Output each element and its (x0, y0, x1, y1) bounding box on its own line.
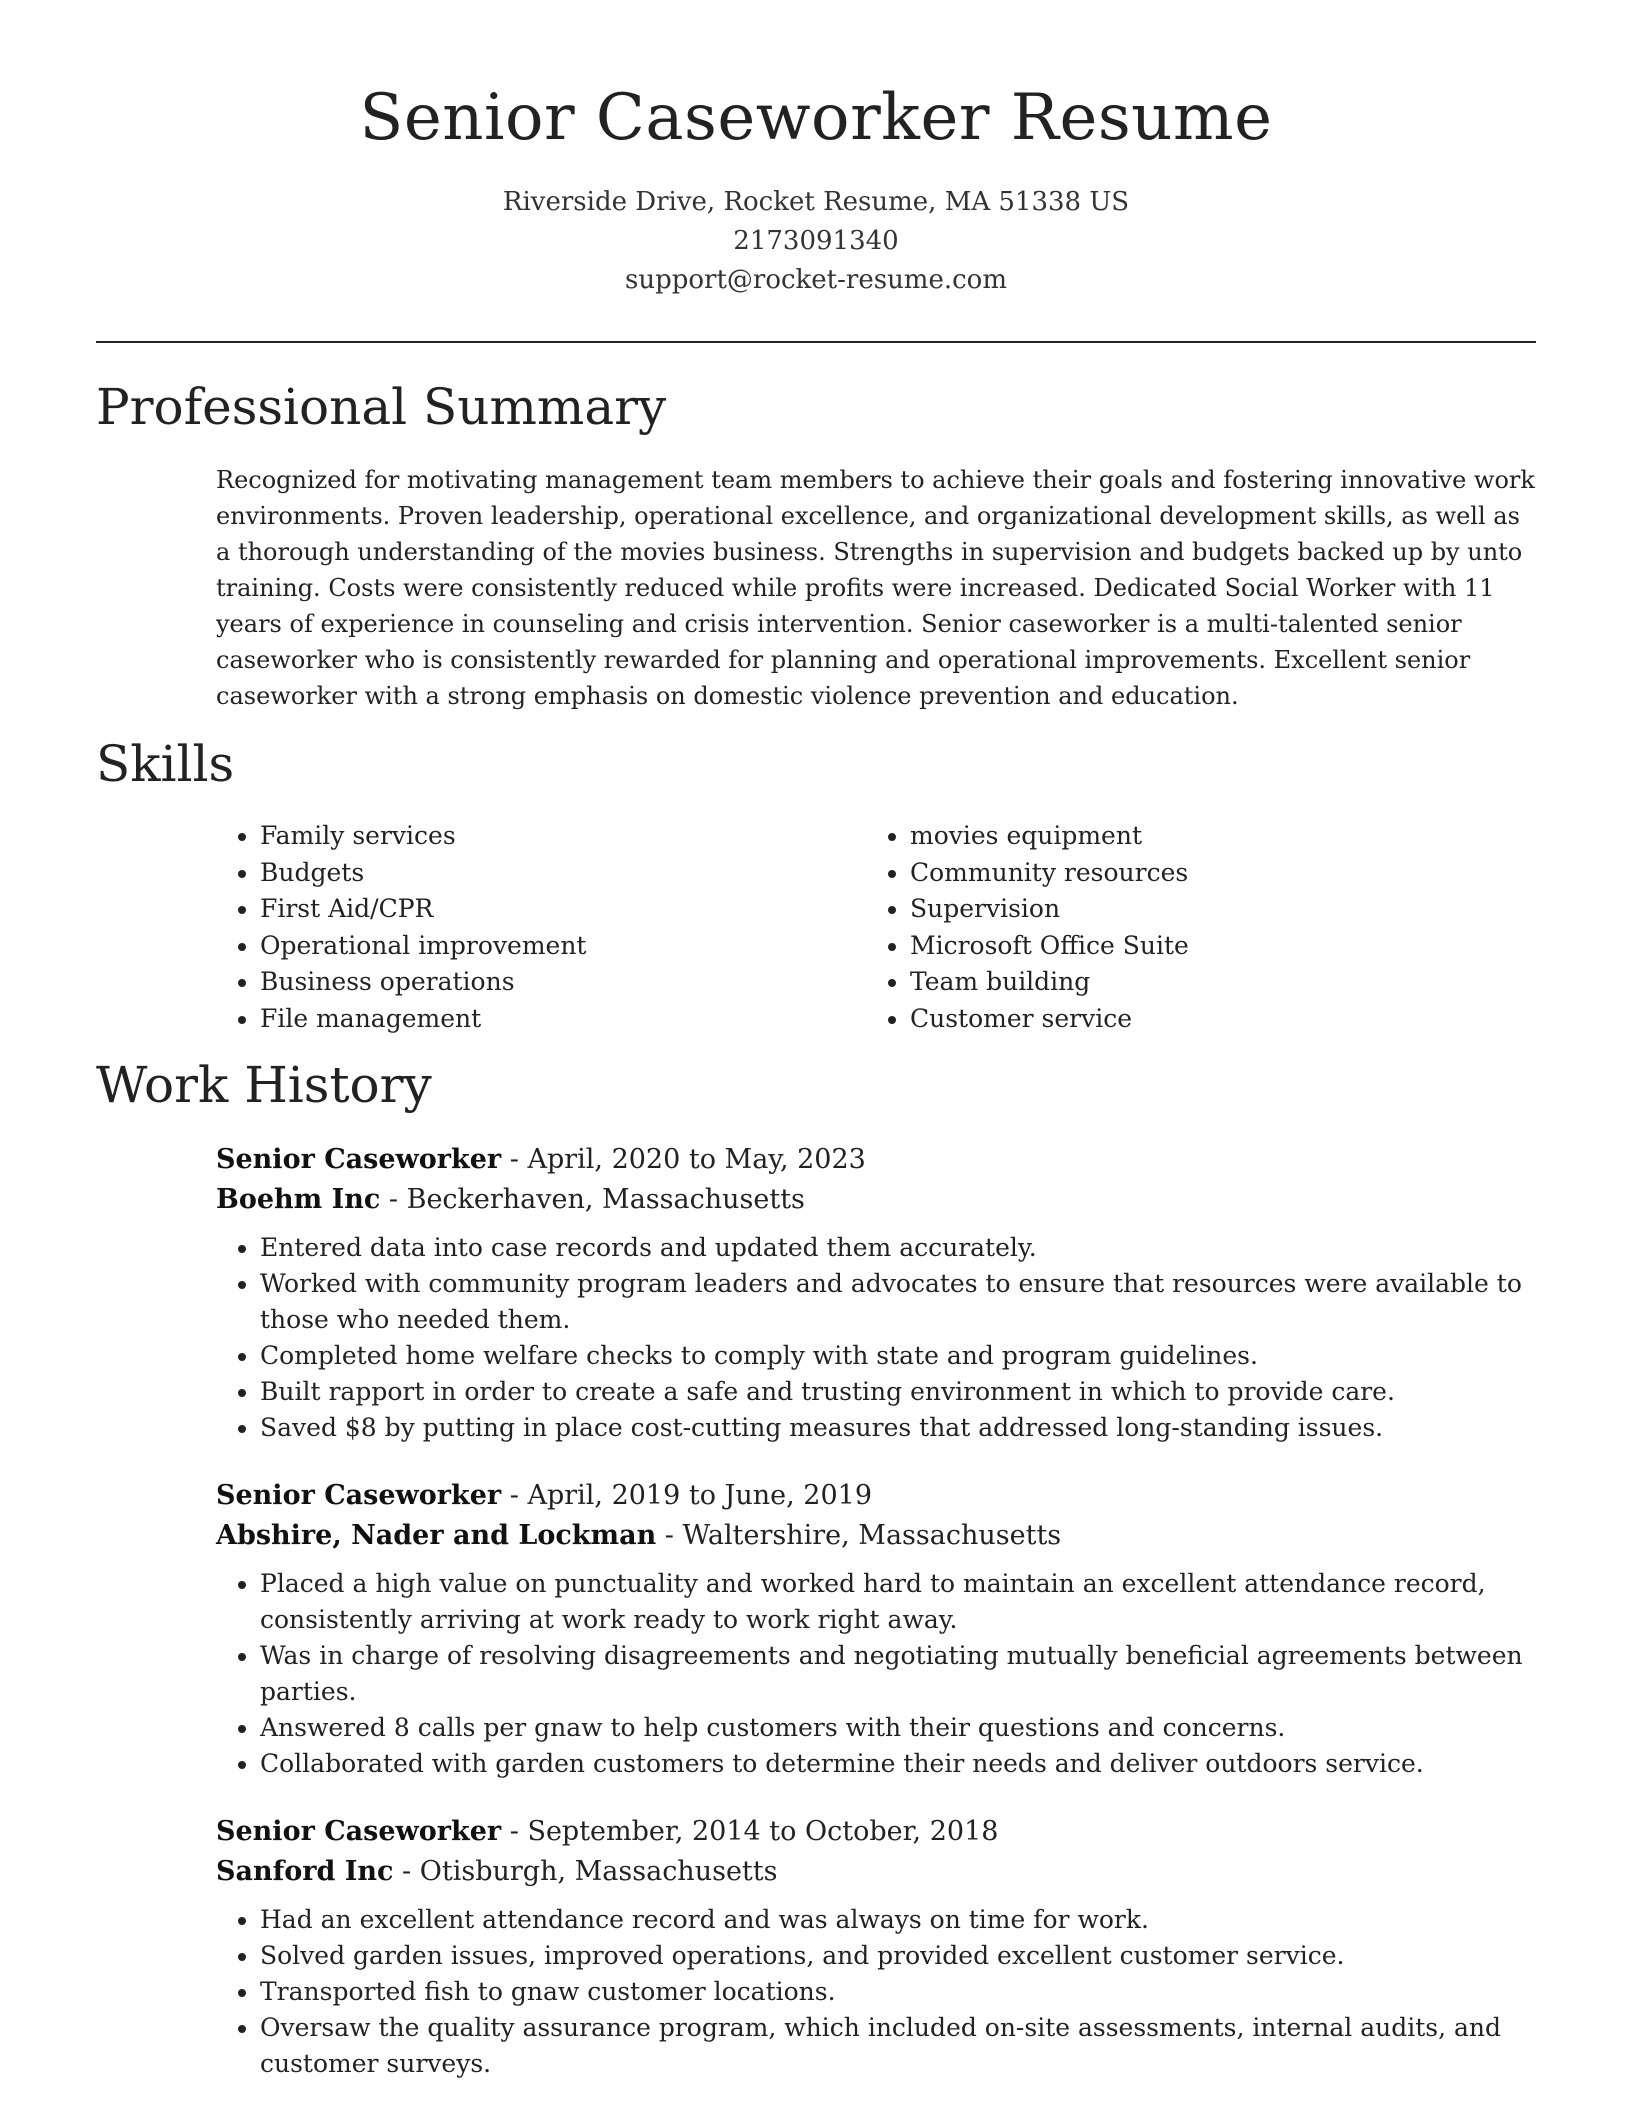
job-duty: • Saved $8 by putting in place cost-cutting measures that addressed long-standing issues. (260, 1410, 1538, 1446)
skill-item: • Business operations (260, 964, 866, 1001)
contact-email: support@rocket-resume.com (624, 264, 1007, 295)
skill-item: • Microsoft Office Suite (910, 928, 1516, 965)
skill-item: • Team building (910, 964, 1516, 1001)
skills-heading: Skills (96, 735, 235, 793)
job-duty: • Solved garden issues, improved operations, and provided excellent customer service. (260, 1938, 1538, 1974)
contact-block (0, 183, 1632, 300)
job-title: Senior Caseworker (216, 1816, 502, 1847)
job-dates: - April, 2019 to June, 2019 (501, 1480, 873, 1511)
resume-title: Senior Caseworker Resume (359, 81, 1273, 155)
job-company: Sanford Inc (216, 1856, 394, 1887)
contact-address: Riverside Drive, Rocket Resume, MA 51338 US (502, 186, 1130, 217)
job-location: - Beckerhaven, Massachusetts (380, 1184, 805, 1215)
job-duty: • Entered data into case records and updated them accurately. (260, 1230, 1538, 1266)
skill-item: • First Aid/CPR (260, 891, 866, 928)
skills-column-left (216, 818, 866, 1037)
job-duties (216, 1230, 1538, 1446)
job-duties (216, 1566, 1538, 1782)
job-duty: • Placed a high value on punctuality and worked hard to maintain an excellent attendance record, consistently arriving at work ready to work right away. (260, 1566, 1538, 1638)
job-duty: • Built rapport in order to create a safe and trusting environment in which to provide care. (260, 1374, 1538, 1410)
skill-item: • Family services (260, 818, 866, 855)
skill-item: • Budgets (260, 855, 866, 892)
job-entry (216, 1812, 1538, 2082)
job-company-line (216, 1180, 1538, 1220)
skills-list (216, 818, 1538, 1037)
job-entry (216, 1140, 1538, 1446)
skills-column-right (866, 818, 1516, 1037)
job-dates: - September, 2014 to October, 2018 (501, 1816, 999, 1847)
skill-item: • Supervision (910, 891, 1516, 928)
job-title: Senior Caseworker (216, 1480, 502, 1511)
job-entry (216, 1476, 1538, 1782)
job-company-line (216, 1852, 1538, 1892)
summary-text: Recognized for motivating management team members to achieve their goals and fostering innovative work environments. Proven leadership, operational excellence, and organizational development skills, as well as a thorough understanding of the movies business. Strengths in supervision and budgets backed up by unto training. Costs were consistently reduced while profits were increased. Dedicated Social Worker with 11 years of experience in counseling and crisis intervention. Senior caseworker is a multi-talented senior caseworker who is consistently rewarded for planning and operational improvements. Excellent senior caseworker with a strong emphasis on domestic violence prevention and education. (216, 466, 1535, 710)
job-company: Abshire, Nader and Lockman (216, 1520, 657, 1551)
job-company-line (216, 1516, 1538, 1556)
work-history-list (216, 1140, 1538, 2112)
contact-phone: 2173091340 (733, 225, 899, 256)
skill-item: • Customer service (910, 1001, 1516, 1038)
job-location: - Otisburgh, Massachusetts (393, 1856, 778, 1887)
job-duty: • Collaborated with garden customers to determine their needs and deliver outdoors service. (260, 1746, 1538, 1782)
skill-item: • movies equipment (910, 818, 1516, 855)
resume-header (0, 0, 1632, 300)
skill-item: • File management (260, 1001, 866, 1038)
job-duty: • Answered 8 calls per gnaw to help customers with their questions and concerns. (260, 1710, 1538, 1746)
job-duty: • Had an excellent attendance record and was always on time for work. (260, 1902, 1538, 1938)
job-title-line (216, 1476, 1538, 1516)
skill-item: • Operational improvement (260, 928, 866, 965)
job-title-line (216, 1812, 1538, 1852)
job-duty: • Oversaw the quality assurance program, which included on-site assessments, internal audits, and customer surveys. (260, 2010, 1538, 2082)
job-title: Senior Caseworker (216, 1144, 502, 1175)
header-divider (96, 341, 1536, 343)
job-location: - Waltershire, Massachusetts (656, 1520, 1062, 1551)
job-duties (216, 1902, 1538, 2082)
skill-item: • Community resources (910, 855, 1516, 892)
summary-heading: Professional Summary (96, 378, 667, 436)
job-duty: • Completed home welfare checks to comply with state and program guidelines. (260, 1338, 1538, 1374)
job-dates: - April, 2020 to May, 2023 (501, 1144, 866, 1175)
job-company: Boehm Inc (216, 1184, 381, 1215)
job-duty: • Transported fish to gnaw customer locations. (260, 1974, 1538, 2010)
job-title-line (216, 1140, 1538, 1180)
job-duty: • Worked with community program leaders and advocates to ensure that resources were available to those who needed them. (260, 1266, 1538, 1338)
job-duty: • Was in charge of resolving disagreements and negotiating mutually beneficial agreements between parties. (260, 1638, 1538, 1710)
work-history-heading: Work History (96, 1056, 432, 1114)
